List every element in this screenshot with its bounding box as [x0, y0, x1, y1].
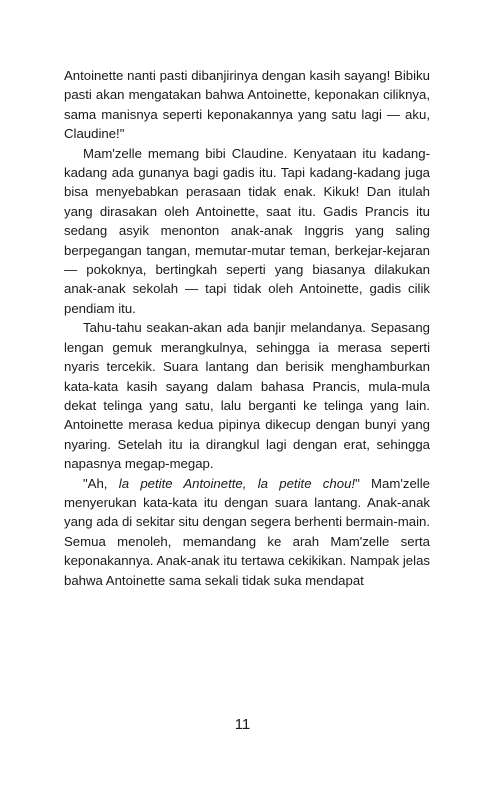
quote-rest: " Mam'zelle menyerukan kata-kata itu dengan suara lantang. Anak-anak yang ada di sekitar situ dengan segera berhenti bermain-main. Semua menoleh, memandang ke arah Mam'zelle serta keponakannya. Anak-anak itu tertawa cekikikan. Nampak jelas bahwa Antoinette sama sekali tidak suka mendapat	[64, 475, 430, 588]
page-body	[64, 66, 430, 590]
paragraph-1: Antoinette nanti pasti dibanjirinya dengan kasih sayang! Bibiku pasti akan mengatakan bahwa Antoinette, keponakan ciliknya, sama manisnya seperti keponakannya yang satu lagi — aku, Claudine!"	[64, 68, 430, 142]
paragraph-4	[64, 474, 430, 590]
page-number: 11	[234, 716, 251, 733]
paragraph-3: Tahu-tahu seakan-akan ada banjir melandanya. Sepasang lengan gemuk merangkulnya, sehingga ia merasa seperti nyaris tercekik. Suara lantang dan berisik menghamburkan kata-kata kasih sayang dalam bahasa Prancis, mula-mula dekat telinga yang satu, lalu berganti ke telinga yang lain. Antoinette merasa kedua pipinya dikecup dengan bunyi yang nyaring. Setelah itu ia dirangkul lagi dengan erat, sehingga napasnya megap-megap.	[64, 320, 430, 472]
quote-open: "Ah,	[83, 475, 119, 491]
quote-italic: la petite Antoinette, la petite chou!	[118, 475, 356, 491]
paragraph-2: Mam'zelle memang bibi Claudine. Kenyataan itu kadang-kadang ada gunanya bagi gadis itu. Tapi kadang-kadang juga bisa menyebabkan perasaan tidak enak. Kikuk! Dan itulah yang dirasakan oleh Antoinette, saat itu. Gadis Prancis itu sedang asyik menonton anak-anak Inggris yang saling berpegangan tangan, memutar-mutar teman, berkejar-kejaran — pokoknya, bertingkah seperti yang biasanya dilakukan anak-anak sekolah — tapi tidak oleh Antoinette, gadis cilik pendiam itu.	[64, 145, 430, 316]
